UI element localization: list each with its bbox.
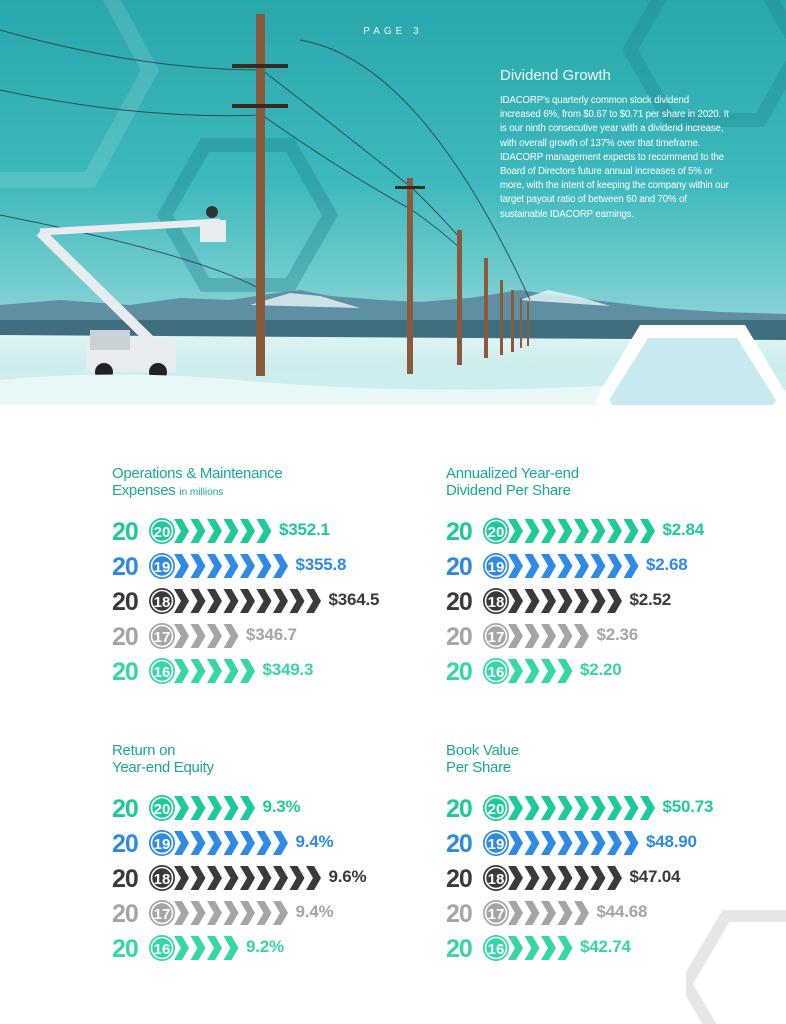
chevron-mark [224, 901, 239, 925]
bar-mark-2019 [112, 552, 306, 580]
chevron-mark [224, 519, 239, 543]
chevron-mark [508, 831, 523, 855]
chevron-mark [290, 866, 305, 890]
chevron-mark [273, 901, 288, 925]
year-suffix: 16 [153, 664, 171, 681]
bar-row-2020 [446, 517, 776, 545]
year-prefix: 20 [112, 588, 138, 616]
bar-mark-2019 [112, 829, 306, 857]
chevron-mark [224, 554, 239, 578]
chart-rows [112, 517, 412, 697]
chevron-mark [257, 589, 272, 613]
chart-title-line-1: Operations & Maintenance [112, 465, 283, 482]
bar-row-2018 [112, 864, 442, 892]
chevron-mark [207, 659, 222, 683]
chevron-mark [257, 554, 272, 578]
year-suffix: 17 [153, 906, 171, 923]
chevron-mark [273, 831, 288, 855]
chevron-mark [257, 831, 272, 855]
year-suffix: 20 [153, 801, 171, 818]
chevron-mark [191, 796, 206, 820]
chevron-mark [558, 866, 573, 890]
chevron-mark [541, 554, 556, 578]
chart-title [446, 465, 766, 499]
bar-mark-2018 [446, 864, 640, 892]
hero-photo [0, 0, 786, 405]
year-suffix: 19 [153, 836, 171, 853]
year-suffix: 17 [487, 906, 505, 923]
chevron-mark [591, 796, 606, 820]
chevron-mark [174, 901, 189, 925]
chevron-mark [574, 866, 589, 890]
bar-mark-2017 [446, 899, 607, 927]
chevron-mark [574, 796, 589, 820]
chevron-mark [508, 659, 523, 683]
chevron-mark [607, 589, 622, 613]
chevron-mark [207, 624, 222, 648]
chevron-mark [591, 519, 606, 543]
chevron-mark [541, 796, 556, 820]
chevron-mark [191, 936, 206, 960]
chevron-mark [240, 831, 255, 855]
chevron-mark [224, 866, 239, 890]
bar-row-2020 [446, 794, 776, 822]
chevron-mark [508, 519, 523, 543]
chevron-mark [207, 936, 222, 960]
chart-title-line-1: Return on [112, 742, 176, 759]
year-prefix: 20 [446, 795, 472, 823]
data-label: 9.3% [262, 797, 301, 816]
chevron-mark [591, 831, 606, 855]
chevron-mark [607, 796, 622, 820]
data-label: $2.36 [596, 625, 639, 644]
chevron-mark [174, 589, 189, 613]
chevron-mark [607, 831, 622, 855]
chevron-mark [624, 831, 639, 855]
year-suffix: 19 [153, 559, 171, 576]
data-label: $48.90 [646, 832, 697, 851]
bar-mark-2017 [112, 899, 306, 927]
chevron-mark [624, 796, 639, 820]
year-suffix: 16 [153, 941, 171, 958]
chevron-mark [207, 589, 222, 613]
bar-row-2020 [112, 794, 442, 822]
data-label: $349.3 [262, 660, 314, 679]
year-suffix: 19 [487, 836, 505, 853]
chevron-mark [607, 554, 622, 578]
year-prefix: 20 [446, 588, 472, 616]
year-suffix: 18 [153, 871, 171, 888]
chevron-mark [240, 554, 255, 578]
year-prefix: 20 [112, 658, 138, 686]
chart-title [112, 465, 412, 501]
chevron-mark [525, 624, 540, 648]
chart-title-line-2: Dividend Per Share [446, 482, 571, 499]
chevron-mark [224, 831, 239, 855]
bar-mark-2016 [446, 934, 590, 962]
chevron-mark [257, 901, 272, 925]
chart-title-line-2: Expenses [112, 482, 176, 499]
chevron-mark [207, 901, 222, 925]
chevron-mark [624, 519, 639, 543]
chevron-mark [240, 659, 255, 683]
chevron-mark [541, 624, 556, 648]
data-label: $2.68 [646, 555, 688, 574]
year-suffix: 18 [153, 594, 171, 611]
chevron-mark [558, 796, 573, 820]
chevron-mark [273, 589, 288, 613]
chevron-mark [525, 866, 540, 890]
bar-mark-2017 [446, 622, 607, 650]
chevron-mark [607, 519, 622, 543]
bar-mark-2020 [112, 517, 289, 545]
chevron-mark [558, 519, 573, 543]
data-label: $352.1 [279, 520, 330, 539]
year-prefix: 20 [112, 795, 138, 823]
year-prefix: 20 [112, 623, 138, 651]
data-label: $2.20 [580, 660, 622, 679]
year-suffix: 18 [487, 594, 505, 611]
chevron-mark [191, 659, 206, 683]
chevron-mark [290, 589, 305, 613]
year-suffix: 20 [153, 524, 171, 541]
data-label: $364.5 [328, 590, 380, 609]
chevron-mark [207, 866, 222, 890]
data-label: $2.84 [662, 520, 705, 539]
chevron-mark [508, 589, 523, 613]
chevron-mark [525, 901, 540, 925]
year-suffix: 20 [487, 524, 505, 541]
chevron-mark [525, 554, 540, 578]
chevron-mark [558, 554, 573, 578]
chart-rows [112, 794, 412, 974]
year-prefix: 20 [446, 830, 472, 858]
chart-title-line-2: Per Share [446, 759, 511, 776]
chevron-mark [174, 624, 189, 648]
year-prefix: 20 [112, 518, 138, 546]
bar-row-2018 [112, 587, 442, 615]
chevron-mark [574, 589, 589, 613]
chevron-mark [541, 519, 556, 543]
chevron-mark [273, 554, 288, 578]
chevron-mark [224, 796, 239, 820]
chevron-mark [525, 519, 540, 543]
chevron-mark [541, 866, 556, 890]
year-suffix: 19 [487, 559, 505, 576]
year-prefix: 20 [112, 830, 138, 858]
data-label: 9.6% [328, 867, 367, 886]
bar-mark-2016 [112, 934, 256, 962]
chevron-mark [574, 519, 589, 543]
data-label: 9.4% [295, 902, 334, 921]
chart-rows [446, 517, 766, 697]
chart-unit: in millions [179, 487, 224, 498]
chevron-mark [240, 901, 255, 925]
chevron-mark [574, 554, 589, 578]
page-number: PAGE 3 [363, 26, 423, 37]
bar-mark-2019 [446, 552, 656, 580]
chevron-mark [174, 519, 189, 543]
chevron-mark [306, 866, 321, 890]
chevron-mark [640, 519, 655, 543]
dividend-growth-title: Dividend Growth [500, 67, 611, 84]
bar-mark-2020 [446, 794, 673, 822]
data-label: $44.68 [596, 902, 648, 921]
chevron-mark [224, 659, 239, 683]
chart-title [112, 742, 412, 776]
chevron-mark [541, 936, 556, 960]
bar-row-2017 [446, 622, 776, 650]
bar-mark-2020 [446, 517, 673, 545]
chevron-mark [257, 866, 272, 890]
chevron-mark [174, 866, 189, 890]
chevron-mark [174, 936, 189, 960]
chevron-mark [240, 866, 255, 890]
chevron-mark [224, 624, 239, 648]
chevron-mark [207, 831, 222, 855]
chevron-mark [574, 831, 589, 855]
bar-mark-2018 [112, 587, 339, 615]
chevron-mark [191, 554, 206, 578]
chevron-mark [207, 519, 222, 543]
chevron-mark [558, 901, 573, 925]
chevron-mark [574, 624, 589, 648]
bar-row-2019 [446, 829, 776, 857]
chevron-mark [191, 624, 206, 648]
bar-row-2016 [112, 657, 442, 685]
chart-title-line-1: Annualized Year-end [446, 465, 579, 482]
chevron-mark [508, 866, 523, 890]
bar-mark-2017 [112, 622, 256, 650]
chevron-mark [558, 831, 573, 855]
chevron-mark [191, 589, 206, 613]
chevron-mark [174, 554, 189, 578]
chevron-mark [257, 519, 272, 543]
chevron-mark [306, 589, 321, 613]
data-label: $50.73 [662, 797, 714, 816]
data-label: 9.4% [295, 832, 334, 851]
chevron-mark [207, 554, 222, 578]
bar-mark-2018 [446, 587, 640, 615]
chevron-mark [624, 554, 639, 578]
bar-mark-2019 [446, 829, 656, 857]
year-prefix: 20 [446, 623, 472, 651]
bar-row-2016 [112, 934, 442, 962]
chart-return-on-equity [112, 742, 412, 972]
chevron-mark [174, 796, 189, 820]
chevron-mark [525, 589, 540, 613]
chevron-mark [525, 831, 540, 855]
chart-title-line-1: Book Value [446, 742, 519, 759]
chevron-mark [191, 901, 206, 925]
chevron-mark [273, 866, 288, 890]
chart-title [446, 742, 766, 776]
bar-row-2019 [112, 829, 442, 857]
bar-row-2017 [112, 622, 442, 650]
bar-row-2019 [112, 552, 442, 580]
chevron-mark [191, 831, 206, 855]
chevron-mark [174, 831, 189, 855]
data-label: $346.7 [246, 625, 297, 644]
bar-mark-2020 [112, 794, 273, 822]
chevron-mark [558, 936, 573, 960]
chevron-mark [508, 624, 523, 648]
chevron-mark [207, 796, 222, 820]
data-label: $42.74 [580, 937, 631, 956]
year-prefix: 20 [112, 865, 138, 893]
chevron-mark [508, 796, 523, 820]
chevron-mark [558, 659, 573, 683]
year-prefix: 20 [446, 935, 472, 963]
chevron-mark [224, 589, 239, 613]
dividend-growth-body: IDACORP's quarterly common stock dividend increased 6%, from $0.67 to $0.71 per share in 2020. It is our ninth consecutive year with a dividend increase, with overall growth of 137% over that timeframe. IDACORP management expects to recommend to the Board of Directors future annual increases of 5% or more, with the intent of keeping the company within our target payout ratio of between 60 and 70% of sustainable IDACORP earnings. [500, 95, 729, 220]
year-suffix: 16 [487, 664, 505, 681]
chevron-mark [240, 796, 255, 820]
bar-mark-2016 [446, 657, 590, 685]
bar-row-2018 [446, 587, 776, 615]
chevron-mark [508, 901, 523, 925]
chevron-mark [541, 589, 556, 613]
year-prefix: 20 [446, 553, 472, 581]
year-suffix: 17 [153, 629, 171, 646]
chevron-mark [174, 659, 189, 683]
chevron-mark [240, 589, 255, 613]
year-prefix: 20 [446, 658, 472, 686]
bar-row-2018 [446, 864, 776, 892]
chevron-mark [508, 554, 523, 578]
bar-row-2020 [112, 517, 442, 545]
chevron-mark [541, 831, 556, 855]
year-prefix: 20 [446, 518, 472, 546]
chevron-mark [525, 796, 540, 820]
chevron-mark [640, 796, 655, 820]
chevron-mark [240, 519, 255, 543]
hexagon-corner-decoration [686, 904, 786, 1024]
chevron-mark [224, 936, 239, 960]
bar-mark-2018 [112, 864, 339, 892]
year-prefix: 20 [112, 553, 138, 581]
data-label: $2.52 [629, 590, 672, 609]
data-label: $355.8 [295, 555, 347, 574]
bar-row-2017 [112, 899, 442, 927]
chevron-mark [591, 554, 606, 578]
chevron-mark [508, 936, 523, 960]
year-prefix: 20 [446, 865, 472, 893]
chevron-mark [591, 866, 606, 890]
year-suffix: 18 [487, 871, 505, 888]
chart-dividend-per-share [446, 465, 766, 695]
chevron-mark [607, 866, 622, 890]
chevron-mark [525, 936, 540, 960]
chart-title-line-2: Year-end Equity [112, 759, 214, 776]
chevron-mark [191, 519, 206, 543]
chevron-mark [541, 901, 556, 925]
year-prefix: 20 [112, 935, 138, 963]
year-suffix: 17 [487, 629, 505, 646]
chart-om-expenses [112, 465, 412, 695]
chevron-mark [525, 659, 540, 683]
chevron-mark [558, 589, 573, 613]
chevron-mark [591, 589, 606, 613]
chevron-mark [541, 659, 556, 683]
year-suffix: 16 [487, 941, 505, 958]
chevron-mark [574, 901, 589, 925]
year-prefix: 20 [112, 900, 138, 928]
bar-row-2016 [446, 657, 776, 685]
data-label: 9.2% [246, 937, 284, 956]
data-label: $47.04 [629, 867, 681, 886]
chevron-mark [191, 866, 206, 890]
year-suffix: 20 [487, 801, 505, 818]
chevron-mark [558, 624, 573, 648]
year-prefix: 20 [446, 900, 472, 928]
bar-mark-2016 [112, 657, 273, 685]
bar-row-2019 [446, 552, 776, 580]
